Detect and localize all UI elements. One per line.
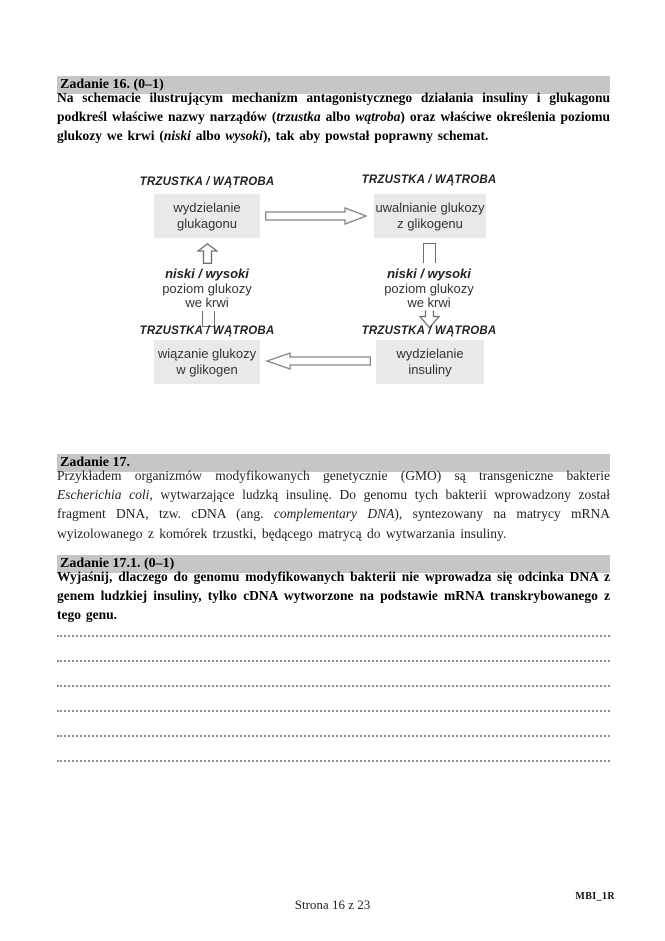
task17-header-label: Zadanie 17. — [60, 455, 131, 470]
answer-dotted-line — [57, 737, 610, 762]
arrow-up-icon — [197, 243, 218, 264]
italic-term-niski: niski — [163, 128, 191, 144]
task17-description: Przykładem organizmów modyfikowanych genetycznie (GMO) są transgeniczne bakterie Escherichia coli, wytwarzające ludzką insulinę. Do genomu tych bakterii wprowadzony został fragment DNA, tzw. cDNA (ang. complementary DNA), syntezowany na matrycy mRNA wyizolowanego z komórek trzustki, będącego matrycą do wytwarzania insuliny. — [57, 468, 610, 541]
level-label-right: niski / wysoki — [387, 266, 471, 281]
italic-term-escherichia-coli: Escherichia coli — [57, 487, 150, 503]
exam-code: MBI_1R — [575, 891, 615, 902]
organ-label-bottom-left: TRZUSTKA / WĄTROBA — [139, 325, 275, 337]
box-insulin-secretion: wydzielanie insuliny — [376, 340, 484, 384]
answer-lines-section — [57, 612, 610, 762]
answer-dotted-line — [57, 662, 610, 687]
answer-dotted-line — [57, 687, 610, 712]
organ-label-bottom-right: TRZUSTKA / WĄTROBA — [361, 325, 497, 337]
arrow-left-icon — [265, 352, 371, 370]
box-glucose-release: uwalnianie glukozy z glikogenu — [374, 194, 486, 238]
task17-1-question: Wyjaśnij, dlaczego do genomu modyfikowanych bakterii nie wprowadza się odcinka DNA z genem ludzkiej insuliny, tylko cDNA wytworzone na podstawie mRNA transkrybowanego z tego genu. — [57, 569, 610, 623]
italic-term-wysoki: wysoki — [225, 128, 263, 144]
task16-instruction: Na schemacie ilustrującym mechanizm antagonistycznego działania insuliny i glukagonu podkreśl właściwe nazwy narządów (trzustka albo wątroba) oraz właściwe określenia poziomu glukozy we krwi (niski albo wysoki), tak aby powstał poprawny schemat. — [57, 90, 610, 144]
organ-label-top-right: TRZUSTKA / WĄTROBA — [361, 174, 497, 186]
italic-term-complementary-dna: complementary DNA — [273, 506, 395, 522]
insulin-glucagon-diagram — [57, 172, 610, 390]
organ-label-top-left: TRZUSTKA / WĄTROBA — [139, 176, 275, 188]
page-number: Strona 16 z 23 — [294, 897, 371, 912]
italic-term-trzustka: trzustka — [276, 109, 321, 125]
arrow-right-icon — [265, 207, 367, 225]
level-text-left-1: poziom glukozy — [162, 281, 252, 296]
answer-dotted-line — [57, 637, 610, 662]
level-text-right-2: we krwi — [407, 295, 451, 310]
italic-term-watroba: wątroba — [355, 109, 401, 125]
level-text-right-1: poziom glukozy — [384, 281, 474, 296]
box-glucagon-secretion: wydzielanie glukagonu — [154, 194, 260, 238]
level-label-left: niski / wysoki — [165, 266, 249, 281]
answer-dotted-line — [57, 712, 610, 737]
task17-1-header-label: Zadanie 17.1. (0–1) — [60, 556, 175, 571]
answer-dotted-line — [57, 612, 610, 637]
task16-header-label: Zadanie 16. (0–1) — [60, 77, 164, 92]
level-text-left-2: we krwi — [185, 295, 229, 310]
box-glycogen-binding: wiązanie glukozy w glikogen — [154, 340, 260, 384]
connector-shaft-down-icon — [423, 243, 436, 263]
